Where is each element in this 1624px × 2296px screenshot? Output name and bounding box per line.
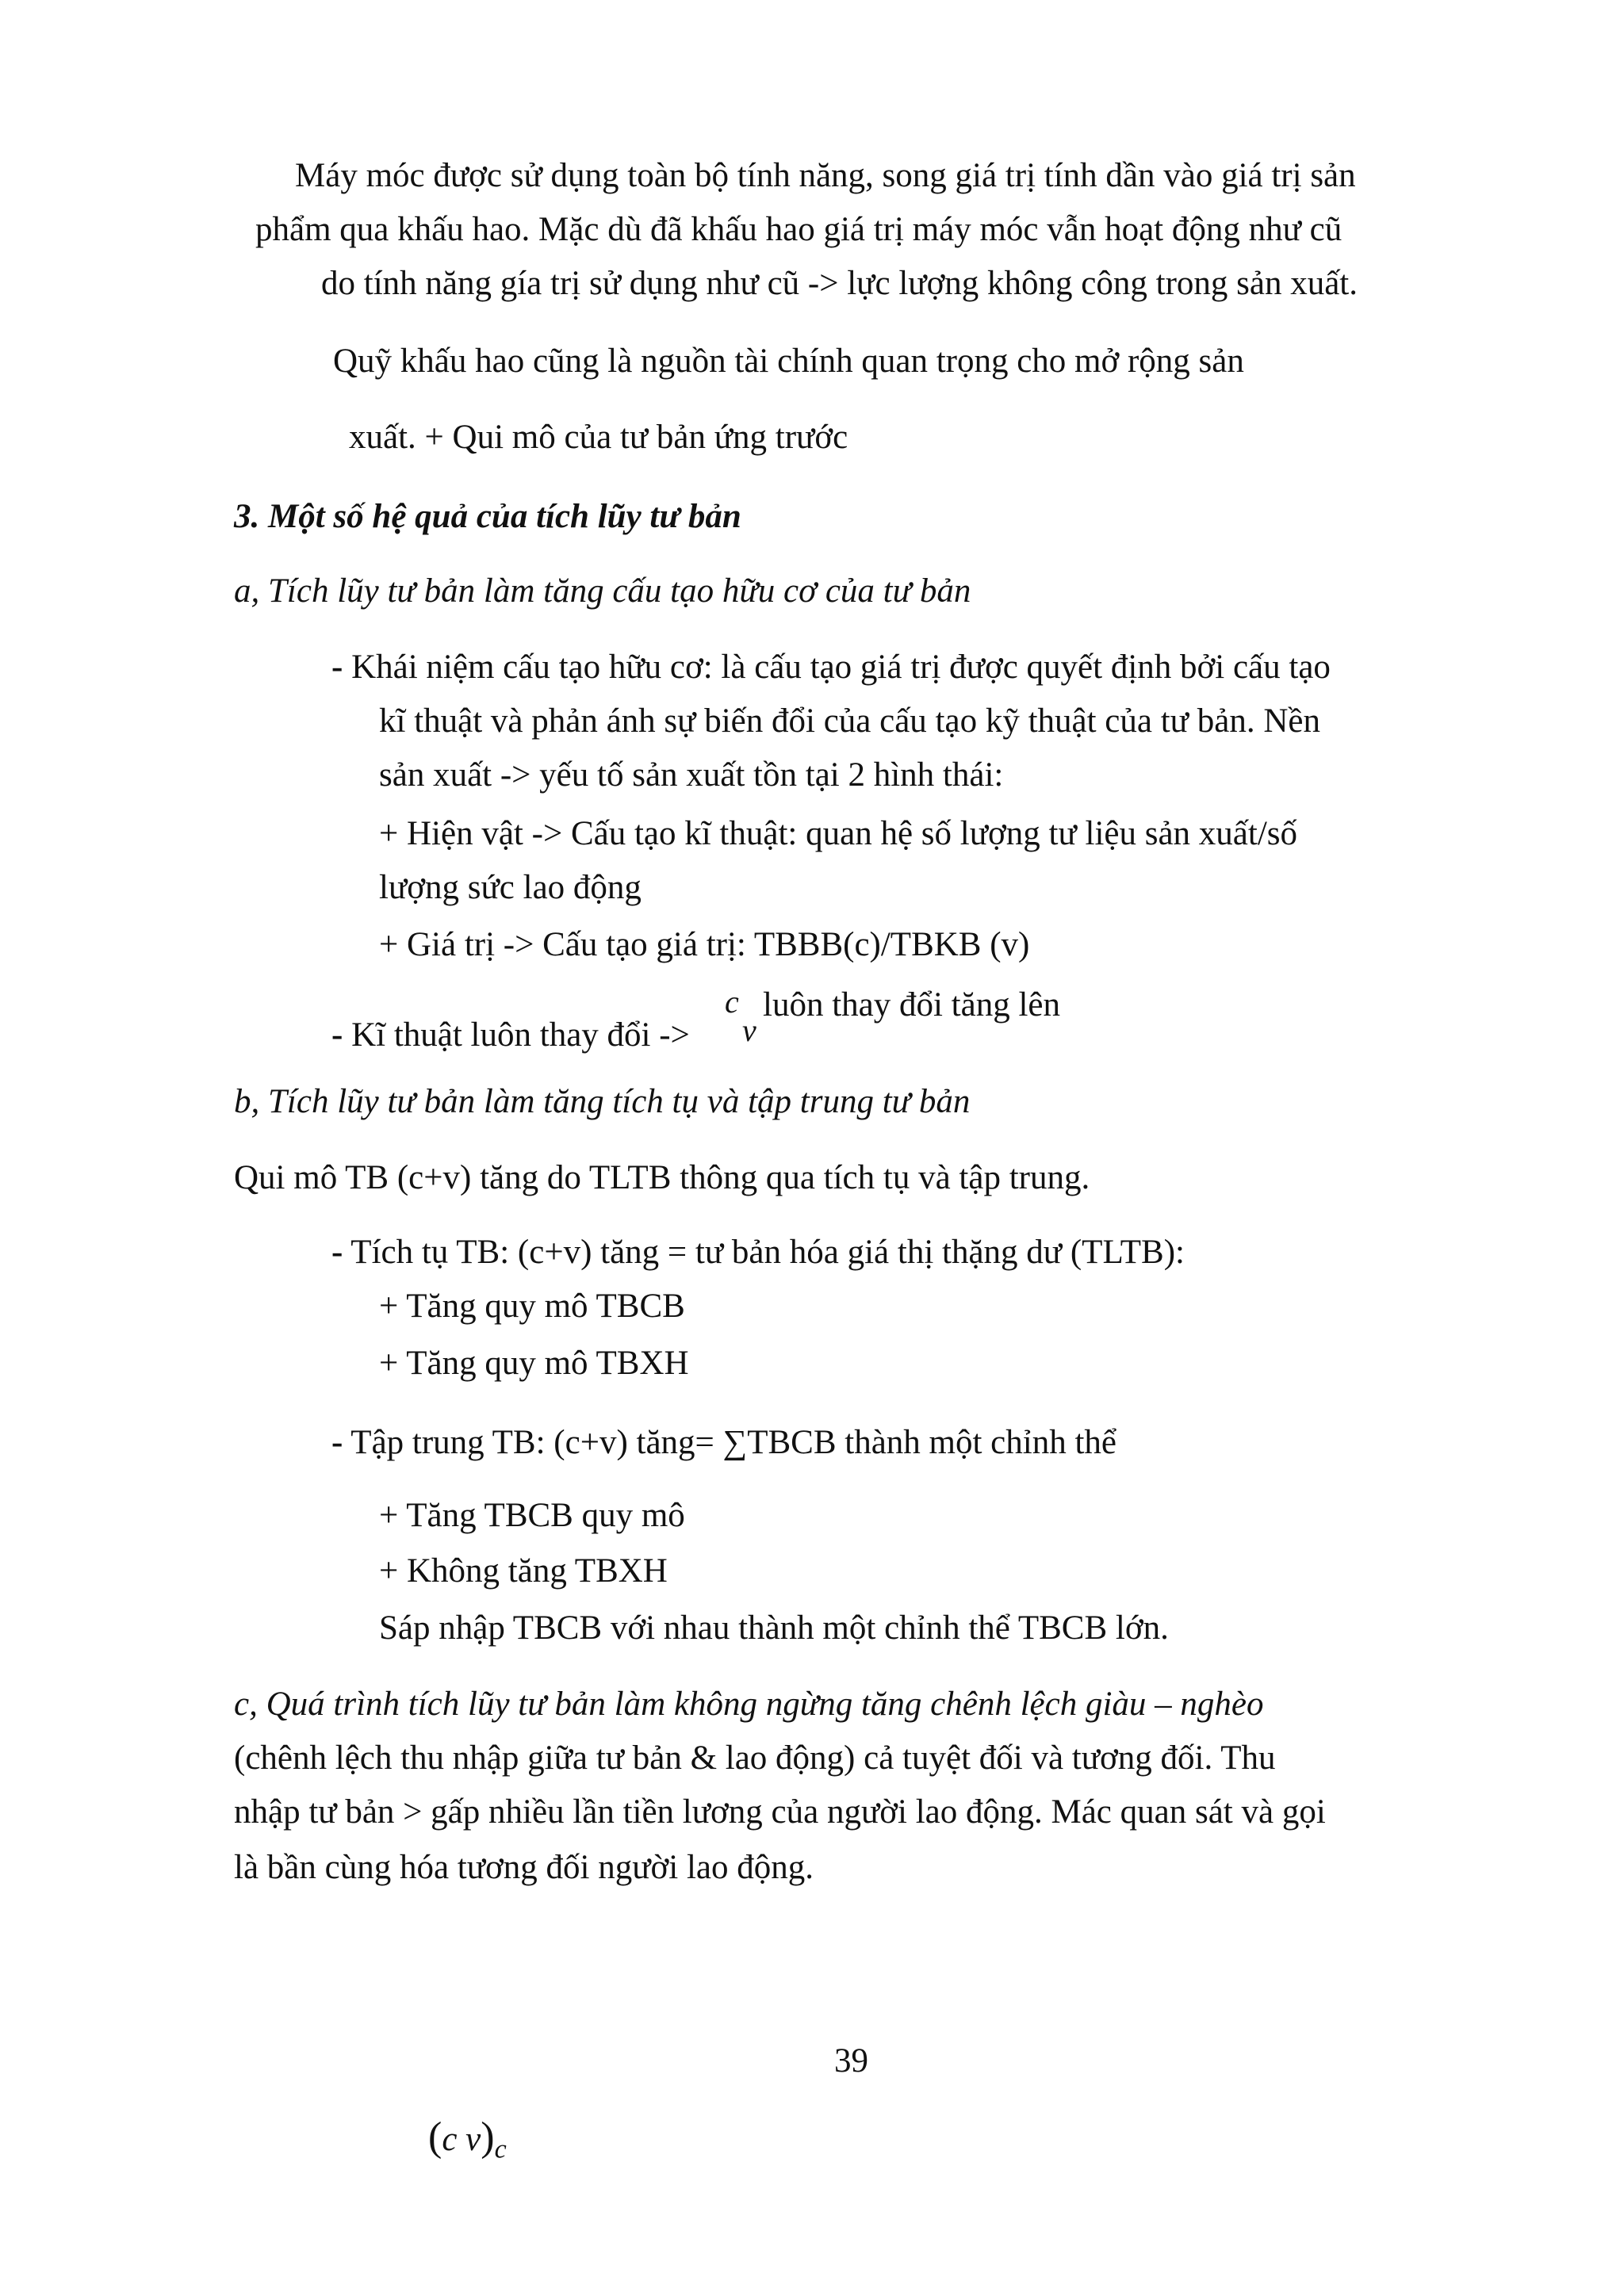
subsection-c-line-2: nhập tư bản > gấp nhiều lần tiền lương của người lao động. Mác quan sát và gọi	[234, 1793, 1326, 1831]
bullet-text: Kĩ thuật luôn thay đổi ->	[343, 1016, 690, 1054]
page-number: 39	[834, 2042, 868, 2080]
subsection-b-bullet-2	[331, 1421, 1116, 1465]
subsection-a-bullet-1-line-4: + Hiện vật -> Cấu tạo kĩ thuật: quan hệ số lượng tư liệu sản xuất/số	[379, 815, 1298, 852]
bullet-text: Tập trung TB: (c+v) tăng= ∑TBCB thành một chỉnh thể	[343, 1424, 1116, 1461]
subsection-b-bullet-2-note: Sáp nhập TBCB với nhau thành một chỉnh thể TBCB lớn.	[379, 1609, 1169, 1647]
subsection-c-line-3: là bần cùng hóa tương đối người lao động.	[234, 1849, 814, 1886]
subsection-a-bullet-1-line-2: kĩ thuật và phản ánh sự biến đổi của cấu tạo kỹ thuật của tư bản. Nền	[379, 702, 1320, 740]
subsection-a-heading: a, Tích lũy tư bản làm tăng cấu tạo hữu cơ của tư bản	[234, 572, 971, 610]
subsection-a-bullet-1-line-5: lượng sức lao động	[379, 869, 642, 906]
section-3-heading: 3. Một số hệ quả của tích lũy tư bản	[234, 498, 741, 535]
subsection-c-line-1: (chênh lệch thu nhập giữa tư bản & lao động) cả tuyệt đối và tương đối. Thu	[234, 1739, 1276, 1777]
paragraph-1-line-3: do tính năng gía trị sử dụng như cũ -> lực lượng không công trong sản xuất.	[321, 265, 1358, 302]
subsection-b-heading: b, Tích lũy tư bản làm tăng tích tụ và tập trung tư bản	[234, 1083, 971, 1120]
bullet-text: Tích tụ TB: (c+v) tăng = tư bản hóa giá thị thặng dư (TLTB):	[343, 1234, 1185, 1271]
paragraph-1-line-1: Máy móc được sử dụng toàn bộ tính năng, song giá trị tính dần vào giá trị sản	[295, 157, 1356, 194]
bullet-dash: -	[331, 1424, 343, 1461]
subsection-a-bullet-1-line-1	[331, 645, 1331, 690]
fraction-denominator-v: v	[742, 1012, 756, 1048]
fraction-numerator-c: c	[725, 984, 739, 1020]
subsection-b-bullet-2-item-1: + Tăng TBCB quy mô	[379, 1497, 685, 1534]
subsection-b-intro: Qui mô TB (c+v) tăng do TLTB thông qua tích tụ và tập trung.	[234, 1159, 1090, 1196]
subsection-a-bullet-2-tail: luôn thay đổi tăng lên	[763, 986, 1060, 1024]
subsection-b-bullet-2-item-2: + Không tăng TBXH	[379, 1552, 668, 1590]
paragraph-2-line-2: xuất. + Qui mô của tư bản ứng trước	[349, 419, 848, 456]
subsection-b-bullet-1	[331, 1230, 1185, 1275]
bullet-dash: -	[331, 1016, 343, 1054]
formula-body: c v	[442, 2121, 481, 2158]
subsection-a-bullet-1-line-3: sản xuất -> yếu tố sản xuất tồn tại 2 hình thái:	[379, 756, 1004, 794]
formula-subscript: c	[494, 2134, 507, 2164]
subsection-a-bullet-1-line-6: + Giá trị -> Cấu tạo giá trị: TBBB(c)/TBKB (v)	[379, 926, 1030, 963]
subsection-a-bullet-2	[331, 1013, 690, 1058]
subsection-b-bullet-1-item-1: + Tăng quy mô TBCB	[379, 1288, 685, 1325]
bullet-text: Khái niệm cấu tạo hữu cơ: là cấu tạo giá trị được quyết định bởi cấu tạo	[343, 649, 1331, 686]
formula-close-paren: )	[481, 2114, 495, 2160]
paragraph-1-line-2: phẩm qua khấu hao. Mặc dù đã khấu hao giá trị máy móc vẫn hoạt động như cũ	[255, 211, 1342, 248]
bullet-dash: -	[331, 649, 343, 686]
bullet-dash: -	[331, 1234, 343, 1271]
paragraph-2-line-1: Quỹ khấu hao cũng là nguồn tài chính quan trọng cho mở rộng sản	[333, 342, 1244, 380]
stray-formula	[428, 2115, 507, 2172]
formula-open-paren: (	[428, 2114, 442, 2160]
subsection-c-heading: c, Quá trình tích lũy tư bản làm không ngừng tăng chênh lệch giàu – nghèo	[234, 1686, 1264, 1723]
subsection-b-bullet-1-item-2: + Tăng quy mô TBXH	[379, 1345, 689, 1382]
